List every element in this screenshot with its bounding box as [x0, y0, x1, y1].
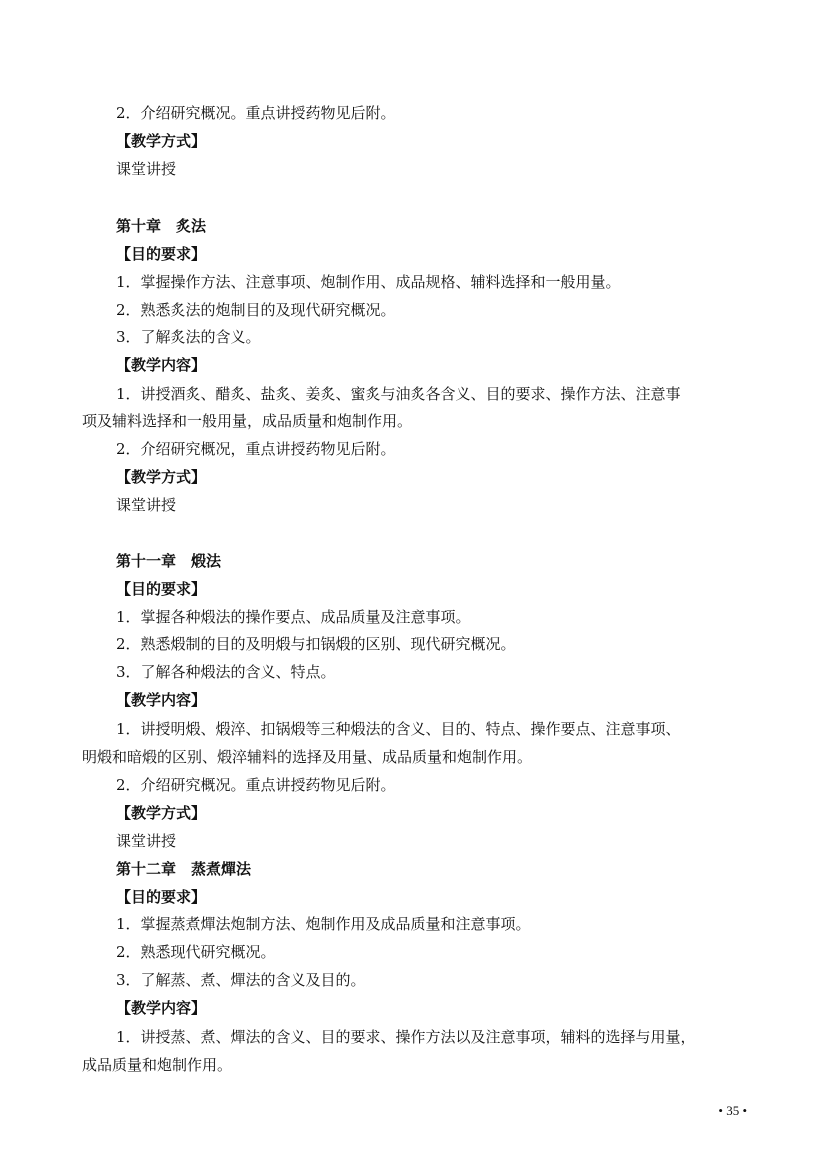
paragraph-line: 3．了解各种煅法的含义、特点。 [116, 663, 336, 681]
section-heading: 【教学方式】 [116, 132, 207, 150]
chapter-title: 第十一章 煅法 [116, 552, 222, 570]
section-heading: 【教学内容】 [116, 999, 207, 1017]
paragraph-line: 课堂讲授 [116, 160, 177, 178]
section-heading: 【目的要求】 [116, 580, 207, 598]
paragraph-line: 1．掌握蒸煮燀法炮制方法、炮制作用及成品质量和注意事项。 [116, 915, 531, 933]
paragraph-line: 课堂讲授 [116, 496, 177, 514]
paragraph-line: 1．讲授明煅、煅淬、扣锅煅等三种煅法的含义、目的、特点、操作要点、注意事项、 [116, 720, 681, 738]
section-heading: 【教学内容】 [116, 356, 207, 374]
paragraph-line: 1．讲授酒炙、醋炙、盐炙、姜炙、蜜炙与油炙各含义、目的要求、操作方法、注意事 [116, 385, 681, 403]
chapter-title: 第十二章 蒸煮燀法 [116, 860, 252, 878]
page-number: • 35 • [718, 1103, 747, 1118]
section-heading: 【目的要求】 [116, 888, 207, 906]
chapter-title: 第十章 炙法 [116, 217, 207, 235]
section-heading: 【教学方式】 [116, 804, 207, 822]
paragraph-line: 2．介绍研究概况，重点讲授药物见后附。 [116, 440, 396, 458]
paragraph-line: 1．掌握各种煅法的操作要点、成品质量及注意事项。 [116, 608, 471, 626]
paragraph-line: 3．了解炙法的含义。 [116, 328, 261, 346]
paragraph-line: 课堂讲授 [116, 832, 177, 850]
paragraph-line: 成品质量和炮制作用。 [82, 1056, 233, 1074]
paragraph-line: 2．熟悉现代研究概况。 [116, 943, 276, 961]
paragraph-line: 2．介绍研究概况。重点讲授药物见后附。 [116, 776, 396, 794]
paragraph-line: 明煅和暗煅的区别、煅淬辅料的选择及用量、成品质量和炮制作用。 [82, 748, 533, 766]
section-heading: 【教学内容】 [116, 691, 207, 709]
paragraph-line: 3．了解蒸、煮、燀法的含义及目的。 [116, 971, 366, 989]
paragraph-line: 2．介绍研究概况。重点讲授药物见后附。 [116, 104, 396, 122]
paragraph-line: 1．掌握操作方法、注意事项、炮制作用、成品规格、辅料选择和一般用量。 [116, 273, 621, 291]
paragraph-line: 项及辅料选择和一般用量，成品质量和炮制作用。 [82, 412, 413, 430]
section-heading: 【目的要求】 [116, 245, 207, 263]
paragraph-line: 2．熟悉炙法的炮制目的及现代研究概况。 [116, 301, 396, 319]
paragraph-line: 2．熟悉煅制的目的及明煅与扣锅煅的区别、现代研究概况。 [116, 635, 516, 653]
section-heading: 【教学方式】 [116, 468, 207, 486]
paragraph-line: 1．讲授蒸、煮、燀法的含义、目的要求、操作方法以及注意事项，辅料的选择与用量， [116, 1028, 696, 1046]
